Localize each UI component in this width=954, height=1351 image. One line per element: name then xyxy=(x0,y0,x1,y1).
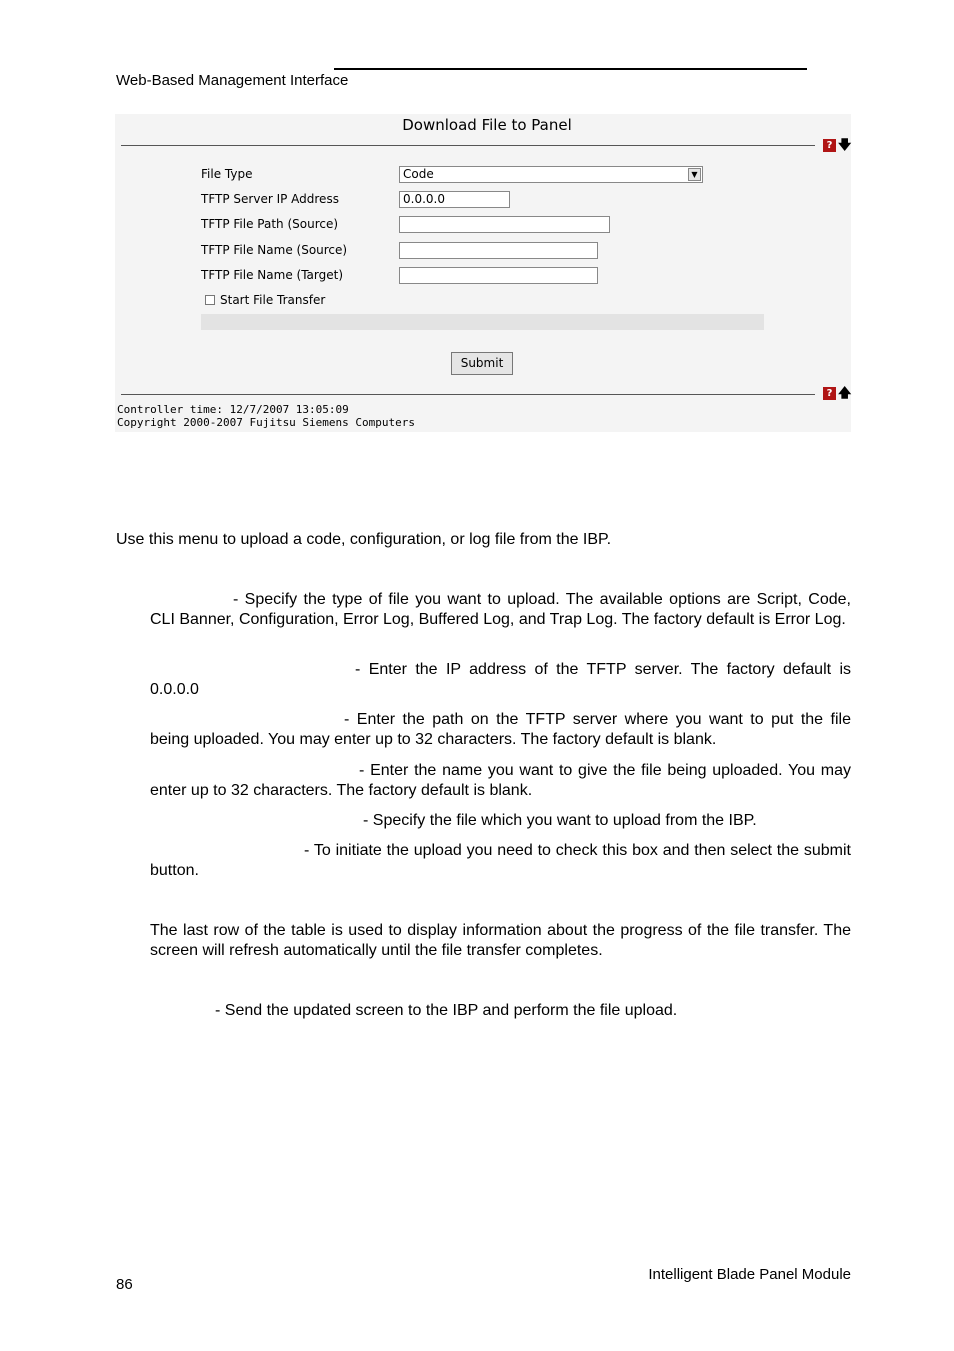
product-name: Intelligent Blade Panel Module xyxy=(648,1266,851,1283)
tftp-server-ip-label: TFTP Server IP Address xyxy=(201,192,339,206)
controller-time: Controller time: 12/7/2007 13:05:09 xyxy=(117,403,349,416)
copyright: Copyright 2000-2007 Fujitsu Siemens Computers xyxy=(117,416,416,429)
file-type-description: - Specify the type of file you want to upload. The available options are Script, Code, CLI Banner, Configuration, Error Log, Buffered Log, and Trap Log. The factory default is Error Log. xyxy=(150,591,851,628)
file-type-select[interactable] xyxy=(399,166,703,183)
file-type-label: File Type xyxy=(201,167,253,181)
tftp-file-name-source-input[interactable] xyxy=(399,242,598,259)
start-file-transfer-label: Start File Transfer xyxy=(220,293,326,307)
tftp-file-path-description: - Enter the path on the TFTP server where you want to put the file being uploaded. You may enter up to 32 characters. The factory default is blank. xyxy=(150,711,851,748)
bottom-divider xyxy=(121,394,815,395)
tftp-file-name-target-description: - Specify the file which you want to upload from the IBP. xyxy=(363,812,757,829)
top-divider xyxy=(121,145,815,146)
scroll-down-arrow-icon[interactable]: 🡇 xyxy=(838,138,852,153)
scroll-up-arrow-icon[interactable]: 🡅 xyxy=(838,386,852,401)
tftp-server-ip-description: - Enter the IP address of the TFTP server. The factory default is 0.0.0.0 xyxy=(150,661,851,698)
tftp-file-name-target-label: TFTP File Name (Target) xyxy=(201,268,344,282)
submit-description: - Send the updated screen to the IBP and perform the file upload. xyxy=(215,1002,678,1019)
transfer-status-row xyxy=(201,314,764,330)
tftp-file-name-source-label: TFTP File Name (Source) xyxy=(201,243,348,257)
tftp-file-name-source-description: - Enter the name you want to give the file being uploaded. You may enter up to 32 characters. The factory default is blank. xyxy=(150,762,851,799)
panel-title: Download File to Panel xyxy=(402,116,572,134)
chevron-down-icon[interactable]: ▼ xyxy=(688,168,701,181)
header-rule xyxy=(334,68,807,70)
header-title: Web-Based Management Interface xyxy=(116,72,349,89)
tftp-file-path-label: TFTP File Path (Source) xyxy=(201,217,339,231)
tftp-file-path-input[interactable] xyxy=(399,216,610,233)
submit-button[interactable]: Submit xyxy=(451,352,513,375)
intro-paragraph: Use this menu to upload a code, configuration, or log file from the IBP. xyxy=(116,531,612,548)
tftp-file-name-target-input[interactable] xyxy=(399,267,598,284)
help-icon-bottom[interactable]: ? xyxy=(823,387,836,400)
start-file-transfer-checkbox[interactable] xyxy=(205,295,215,305)
help-icon[interactable]: ? xyxy=(823,139,836,152)
tftp-server-ip-input[interactable]: 0.0.0.0 xyxy=(399,191,510,208)
start-file-transfer-description: - To initiate the upload you need to check this box and then select the submit button. xyxy=(150,842,851,879)
file-type-value: Code xyxy=(403,167,434,181)
progress-note: The last row of the table is used to display information about the progress of the file transfer. The screen will refresh automatically until the file transfer completes. xyxy=(150,922,851,959)
page-number: 86 xyxy=(116,1276,133,1293)
